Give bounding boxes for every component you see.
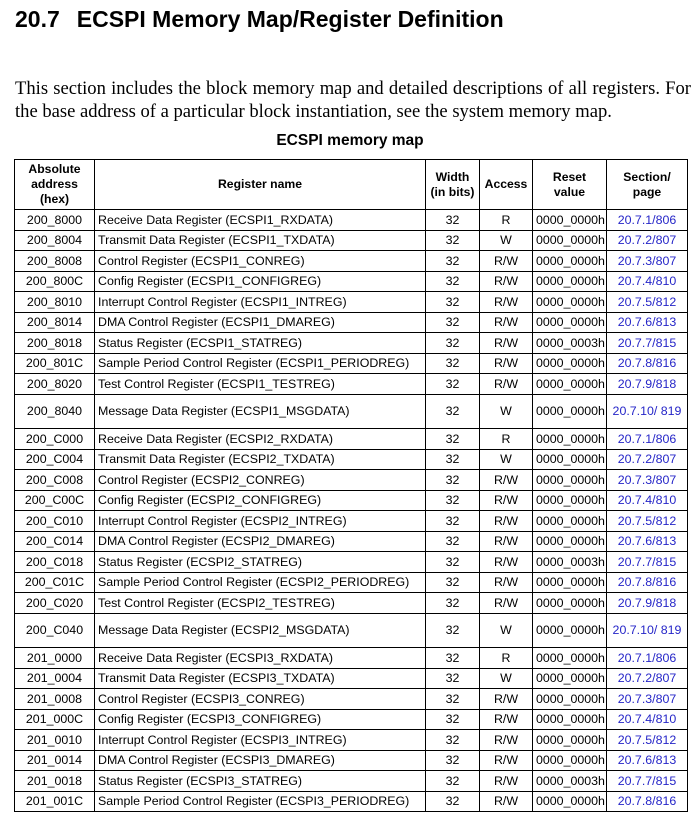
register-width-cell: 32 xyxy=(426,271,480,292)
register-address-cell: 200_8010 xyxy=(15,292,95,313)
section-page-cell xyxy=(607,572,688,593)
register-access-cell: R/W xyxy=(480,490,533,511)
section-page-cell xyxy=(607,791,688,812)
section-page-cell xyxy=(607,429,688,450)
register-access-cell: R/W xyxy=(480,593,533,614)
table-row xyxy=(15,353,688,374)
register-width-cell: 32 xyxy=(426,292,480,313)
register-access-cell: R/W xyxy=(480,730,533,751)
register-name-cell: Control Register (ECSPI2_CONREG) xyxy=(95,470,426,491)
register-width-cell: 32 xyxy=(426,429,480,450)
register-name-cell: Message Data Register (ECSPI2_MSGDATA) xyxy=(95,613,426,648)
register-width-cell: 32 xyxy=(426,511,480,532)
register-address-cell: 200_C020 xyxy=(15,593,95,614)
register-width-cell: 32 xyxy=(426,374,480,395)
register-reset-cell: 0000_0000h xyxy=(533,490,607,511)
section-page-link[interactable]: 20.7.10/ 819 xyxy=(612,403,682,418)
register-width-cell: 32 xyxy=(426,394,480,429)
register-access-cell: R/W xyxy=(480,531,533,552)
table-header-row xyxy=(15,160,688,210)
table-row xyxy=(15,511,688,532)
register-width-cell: 32 xyxy=(426,333,480,354)
register-name-cell: Test Control Register (ECSPI1_TESTREG) xyxy=(95,374,426,395)
section-page-cell xyxy=(607,333,688,354)
section-page-cell xyxy=(607,771,688,792)
register-reset-cell: 0000_0000h xyxy=(533,271,607,292)
section-page-link[interactable]: 20.7.7/815 xyxy=(617,554,677,569)
register-name-cell: Transmit Data Register (ECSPI2_TXDATA) xyxy=(95,449,426,470)
table-row xyxy=(15,271,688,292)
register-name-cell: Receive Data Register (ECSPI2_RXDATA) xyxy=(95,429,426,450)
section-page-link[interactable]: 20.7.1/806 xyxy=(617,212,677,227)
section-page-cell xyxy=(607,730,688,751)
register-access-cell: R/W xyxy=(480,251,533,272)
section-page-link[interactable]: 20.7.8/816 xyxy=(617,356,677,371)
register-address-cell: 200_8020 xyxy=(15,374,95,395)
register-access-cell: W xyxy=(480,449,533,470)
register-width-cell: 32 xyxy=(426,552,480,573)
table-row xyxy=(15,333,688,354)
register-width-cell: 32 xyxy=(426,648,480,669)
register-access-cell: R/W xyxy=(480,470,533,491)
register-name-cell: Control Register (ECSPI1_CONREG) xyxy=(95,251,426,272)
section-page-link[interactable]: 20.7.10/ 819 xyxy=(612,622,682,637)
register-width-cell: 32 xyxy=(426,593,480,614)
register-name-cell: DMA Control Register (ECSPI3_DMAREG) xyxy=(95,750,426,771)
register-access-cell: R/W xyxy=(480,572,533,593)
table-row xyxy=(15,791,688,812)
section-page-link[interactable]: 20.7.2/807 xyxy=(617,233,677,248)
register-reset-cell: 0000_0003h xyxy=(533,771,607,792)
table-row xyxy=(15,429,688,450)
register-address-cell: 200_C004 xyxy=(15,449,95,470)
register-width-cell: 32 xyxy=(426,709,480,730)
section-page-link[interactable]: 20.7.5/812 xyxy=(617,513,677,528)
register-width-cell: 32 xyxy=(426,572,480,593)
table-row xyxy=(15,689,688,710)
section-page-link[interactable]: 20.7.6/813 xyxy=(617,753,677,768)
table-row xyxy=(15,251,688,272)
section-page-cell xyxy=(607,709,688,730)
section-page-cell xyxy=(607,353,688,374)
section-page-link[interactable]: 20.7.3/807 xyxy=(617,691,677,706)
register-reset-cell: 0000_0000h xyxy=(533,353,607,374)
section-page-link[interactable]: 20.7.4/810 xyxy=(617,493,677,508)
section-page-link[interactable]: 20.7.9/818 xyxy=(617,376,677,391)
register-address-cell: 200_C010 xyxy=(15,511,95,532)
register-width-cell: 32 xyxy=(426,771,480,792)
register-address-cell: 201_0014 xyxy=(15,750,95,771)
register-reset-cell: 0000_0000h xyxy=(533,648,607,669)
table-row xyxy=(15,750,688,771)
register-address-cell: 201_0004 xyxy=(15,668,95,689)
register-reset-cell: 0000_0000h xyxy=(533,613,607,648)
register-name-cell: Sample Period Control Register (ECSPI2_PERIODREG) xyxy=(95,572,426,593)
section-page-link[interactable]: 20.7.8/816 xyxy=(617,575,677,590)
register-width-cell: 32 xyxy=(426,353,480,374)
register-name-cell: Status Register (ECSPI3_STATREG) xyxy=(95,771,426,792)
section-page-link[interactable]: 20.7.9/818 xyxy=(617,595,677,610)
register-name-cell: Sample Period Control Register (ECSPI1_PERIODREG) xyxy=(95,353,426,374)
header-address: Absolute address (hex) xyxy=(15,160,95,210)
register-name-cell: Interrupt Control Register (ECSPI1_INTREG) xyxy=(95,292,426,313)
table-row xyxy=(15,210,688,231)
section-page-cell xyxy=(607,531,688,552)
register-width-cell: 32 xyxy=(426,668,480,689)
register-address-cell: 201_001C xyxy=(15,791,95,812)
intro-paragraph: This section includes the block memory map and detailed descriptions of all registers. For the base address of a particular block instantiation, see the system memory map. xyxy=(15,78,691,122)
register-access-cell: R/W xyxy=(480,312,533,333)
table-row xyxy=(15,572,688,593)
register-name-cell: Interrupt Control Register (ECSPI3_INTREG) xyxy=(95,730,426,751)
table-row xyxy=(15,730,688,751)
section-page-link[interactable]: 20.7.5/812 xyxy=(617,294,677,309)
register-reset-cell: 0000_0000h xyxy=(533,449,607,470)
register-width-cell: 32 xyxy=(426,791,480,812)
section-page-link[interactable]: 20.7.3/807 xyxy=(617,472,677,487)
register-width-cell: 32 xyxy=(426,689,480,710)
register-access-cell: R/W xyxy=(480,689,533,710)
section-page-link[interactable]: 20.7.6/813 xyxy=(617,534,677,549)
register-name-cell: Test Control Register (ECSPI2_TESTREG) xyxy=(95,593,426,614)
section-page-cell xyxy=(607,593,688,614)
memory-map-table xyxy=(14,159,688,812)
register-reset-cell: 0000_0000h xyxy=(533,511,607,532)
register-name-cell: DMA Control Register (ECSPI2_DMAREG) xyxy=(95,531,426,552)
register-address-cell: 200_C01C xyxy=(15,572,95,593)
register-access-cell: R/W xyxy=(480,333,533,354)
table-row xyxy=(15,312,688,333)
header-reset-value: Reset value xyxy=(533,160,607,210)
register-reset-cell: 0000_0000h xyxy=(533,292,607,313)
register-address-cell: 201_0000 xyxy=(15,648,95,669)
register-address-cell: 201_0010 xyxy=(15,730,95,751)
section-page-link[interactable]: 20.7.4/810 xyxy=(617,712,677,727)
register-reset-cell: 0000_0003h xyxy=(533,333,607,354)
section-page-cell xyxy=(607,271,688,292)
register-address-cell: 200_8004 xyxy=(15,230,95,251)
register-reset-cell: 0000_0000h xyxy=(533,470,607,491)
register-name-cell: Transmit Data Register (ECSPI1_TXDATA) xyxy=(95,230,426,251)
section-page-link[interactable]: 20.7.7/815 xyxy=(617,773,677,788)
register-address-cell: 200_C040 xyxy=(15,613,95,648)
register-address-cell: 201_000C xyxy=(15,709,95,730)
table-row xyxy=(15,470,688,491)
register-reset-cell: 0000_0000h xyxy=(533,230,607,251)
register-address-cell: 201_0008 xyxy=(15,689,95,710)
header-register-name: Register name xyxy=(95,160,426,210)
register-address-cell: 200_C008 xyxy=(15,470,95,491)
section-page-cell xyxy=(607,210,688,231)
table-row xyxy=(15,771,688,792)
register-address-cell: 200_C000 xyxy=(15,429,95,450)
register-address-cell: 200_C018 xyxy=(15,552,95,573)
register-access-cell: R/W xyxy=(480,292,533,313)
table-row xyxy=(15,668,688,689)
register-address-cell: 200_C00C xyxy=(15,490,95,511)
table-row xyxy=(15,593,688,614)
section-page-cell xyxy=(607,648,688,669)
table-row xyxy=(15,552,688,573)
register-address-cell: 200_8014 xyxy=(15,312,95,333)
register-access-cell: R/W xyxy=(480,791,533,812)
register-name-cell: Receive Data Register (ECSPI3_RXDATA) xyxy=(95,648,426,669)
table-row xyxy=(15,230,688,251)
register-name-cell: Status Register (ECSPI2_STATREG) xyxy=(95,552,426,573)
section-page-link[interactable]: 20.7.6/813 xyxy=(617,315,677,330)
register-name-cell: Receive Data Register (ECSPI1_RXDATA) xyxy=(95,210,426,231)
table-row xyxy=(15,292,688,313)
register-width-cell: 32 xyxy=(426,230,480,251)
section-page-link[interactable]: 20.7.4/810 xyxy=(617,274,677,289)
section-page-cell xyxy=(607,374,688,395)
register-address-cell: 200_8018 xyxy=(15,333,95,354)
register-address-cell: 200_800C xyxy=(15,271,95,292)
register-access-cell: R/W xyxy=(480,750,533,771)
register-name-cell: DMA Control Register (ECSPI1_DMAREG) xyxy=(95,312,426,333)
section-page-cell xyxy=(607,490,688,511)
header-width: Width (in bits) xyxy=(426,160,480,210)
section-page-link[interactable]: 20.7.2/807 xyxy=(617,671,677,686)
register-access-cell: R/W xyxy=(480,709,533,730)
table-row xyxy=(15,648,688,669)
register-width-cell: 32 xyxy=(426,730,480,751)
register-reset-cell: 0000_0000h xyxy=(533,374,607,395)
register-name-cell: Control Register (ECSPI3_CONREG) xyxy=(95,689,426,710)
register-access-cell: R xyxy=(480,429,533,450)
register-reset-cell: 0000_0000h xyxy=(533,689,607,710)
register-reset-cell: 0000_0000h xyxy=(533,572,607,593)
table-caption: ECSPI memory map xyxy=(276,132,424,149)
register-width-cell: 32 xyxy=(426,613,480,648)
section-page-link[interactable]: 20.7.1/806 xyxy=(617,431,677,446)
section-page-cell xyxy=(607,230,688,251)
register-address-cell: 201_0018 xyxy=(15,771,95,792)
section-page-link[interactable]: 20.7.2/807 xyxy=(617,452,677,467)
register-access-cell: R xyxy=(480,648,533,669)
register-width-cell: 32 xyxy=(426,470,480,491)
register-width-cell: 32 xyxy=(426,312,480,333)
table-row xyxy=(15,374,688,395)
table-row xyxy=(15,709,688,730)
section-page-cell xyxy=(607,750,688,771)
register-reset-cell: 0000_0000h xyxy=(533,750,607,771)
register-access-cell: R xyxy=(480,210,533,231)
register-reset-cell: 0000_0000h xyxy=(533,312,607,333)
register-access-cell: W xyxy=(480,613,533,648)
section-page-link[interactable]: 20.7.7/815 xyxy=(617,335,677,350)
register-width-cell: 32 xyxy=(426,210,480,231)
register-name-cell: Config Register (ECSPI3_CONFIGREG) xyxy=(95,709,426,730)
register-reset-cell: 0000_0000h xyxy=(533,730,607,751)
register-width-cell: 32 xyxy=(426,251,480,272)
register-access-cell: R/W xyxy=(480,771,533,792)
table-body xyxy=(15,210,688,812)
register-access-cell: W xyxy=(480,394,533,429)
register-name-cell: Config Register (ECSPI2_CONFIGREG) xyxy=(95,490,426,511)
section-page-link[interactable]: 20.7.5/812 xyxy=(617,732,677,747)
register-reset-cell: 0000_0000h xyxy=(533,709,607,730)
register-reset-cell: 0000_0000h xyxy=(533,251,607,272)
register-reset-cell: 0000_0000h xyxy=(533,593,607,614)
section-page-cell xyxy=(607,394,688,429)
header-section-page: Section/ page xyxy=(607,160,688,210)
section-page-cell xyxy=(607,668,688,689)
register-width-cell: 32 xyxy=(426,750,480,771)
register-access-cell: R/W xyxy=(480,552,533,573)
register-name-cell: Transmit Data Register (ECSPI3_TXDATA) xyxy=(95,668,426,689)
table-row xyxy=(15,449,688,470)
table-row xyxy=(15,394,688,429)
section-page-cell xyxy=(607,312,688,333)
table-row xyxy=(15,490,688,511)
register-name-cell: Interrupt Control Register (ECSPI2_INTREG) xyxy=(95,511,426,532)
register-reset-cell: 0000_0003h xyxy=(533,552,607,573)
header-access: Access xyxy=(480,160,533,210)
register-width-cell: 32 xyxy=(426,449,480,470)
register-access-cell: R/W xyxy=(480,271,533,292)
register-address-cell: 200_8040 xyxy=(15,394,95,429)
section-number: 20.7 xyxy=(15,6,60,32)
section-page-cell xyxy=(607,552,688,573)
register-access-cell: W xyxy=(480,668,533,689)
register-address-cell: 200_8000 xyxy=(15,210,95,231)
section-heading xyxy=(15,6,504,33)
register-address-cell: 200_8008 xyxy=(15,251,95,272)
register-name-cell: Sample Period Control Register (ECSPI3_PERIODREG) xyxy=(95,791,426,812)
register-address-cell: 200_C014 xyxy=(15,531,95,552)
table-row xyxy=(15,531,688,552)
register-access-cell: R/W xyxy=(480,511,533,532)
section-title: ECSPI Memory Map/Register Definition xyxy=(76,6,504,32)
table-row xyxy=(15,613,688,648)
register-access-cell: R/W xyxy=(480,353,533,374)
register-name-cell: Message Data Register (ECSPI1_MSGDATA) xyxy=(95,394,426,429)
register-access-cell: R/W xyxy=(480,374,533,395)
section-page-link[interactable]: 20.7.3/807 xyxy=(617,253,677,268)
register-reset-cell: 0000_0000h xyxy=(533,531,607,552)
register-name-cell: Config Register (ECSPI1_CONFIGREG) xyxy=(95,271,426,292)
register-reset-cell: 0000_0000h xyxy=(533,429,607,450)
section-page-cell xyxy=(607,613,688,648)
section-page-cell xyxy=(607,251,688,272)
register-width-cell: 32 xyxy=(426,531,480,552)
register-access-cell: W xyxy=(480,230,533,251)
section-page-cell xyxy=(607,689,688,710)
section-page-cell xyxy=(607,511,688,532)
register-reset-cell: 0000_0000h xyxy=(533,394,607,429)
register-reset-cell: 0000_0000h xyxy=(533,791,607,812)
section-page-cell xyxy=(607,292,688,313)
register-reset-cell: 0000_0000h xyxy=(533,210,607,231)
section-page-cell xyxy=(607,470,688,491)
register-width-cell: 32 xyxy=(426,490,480,511)
section-page-link[interactable]: 20.7.1/806 xyxy=(617,650,677,665)
section-page-cell xyxy=(607,449,688,470)
section-page-link[interactable]: 20.7.8/816 xyxy=(617,794,677,809)
register-reset-cell: 0000_0000h xyxy=(533,668,607,689)
register-address-cell: 200_801C xyxy=(15,353,95,374)
register-name-cell: Status Register (ECSPI1_STATREG) xyxy=(95,333,426,354)
